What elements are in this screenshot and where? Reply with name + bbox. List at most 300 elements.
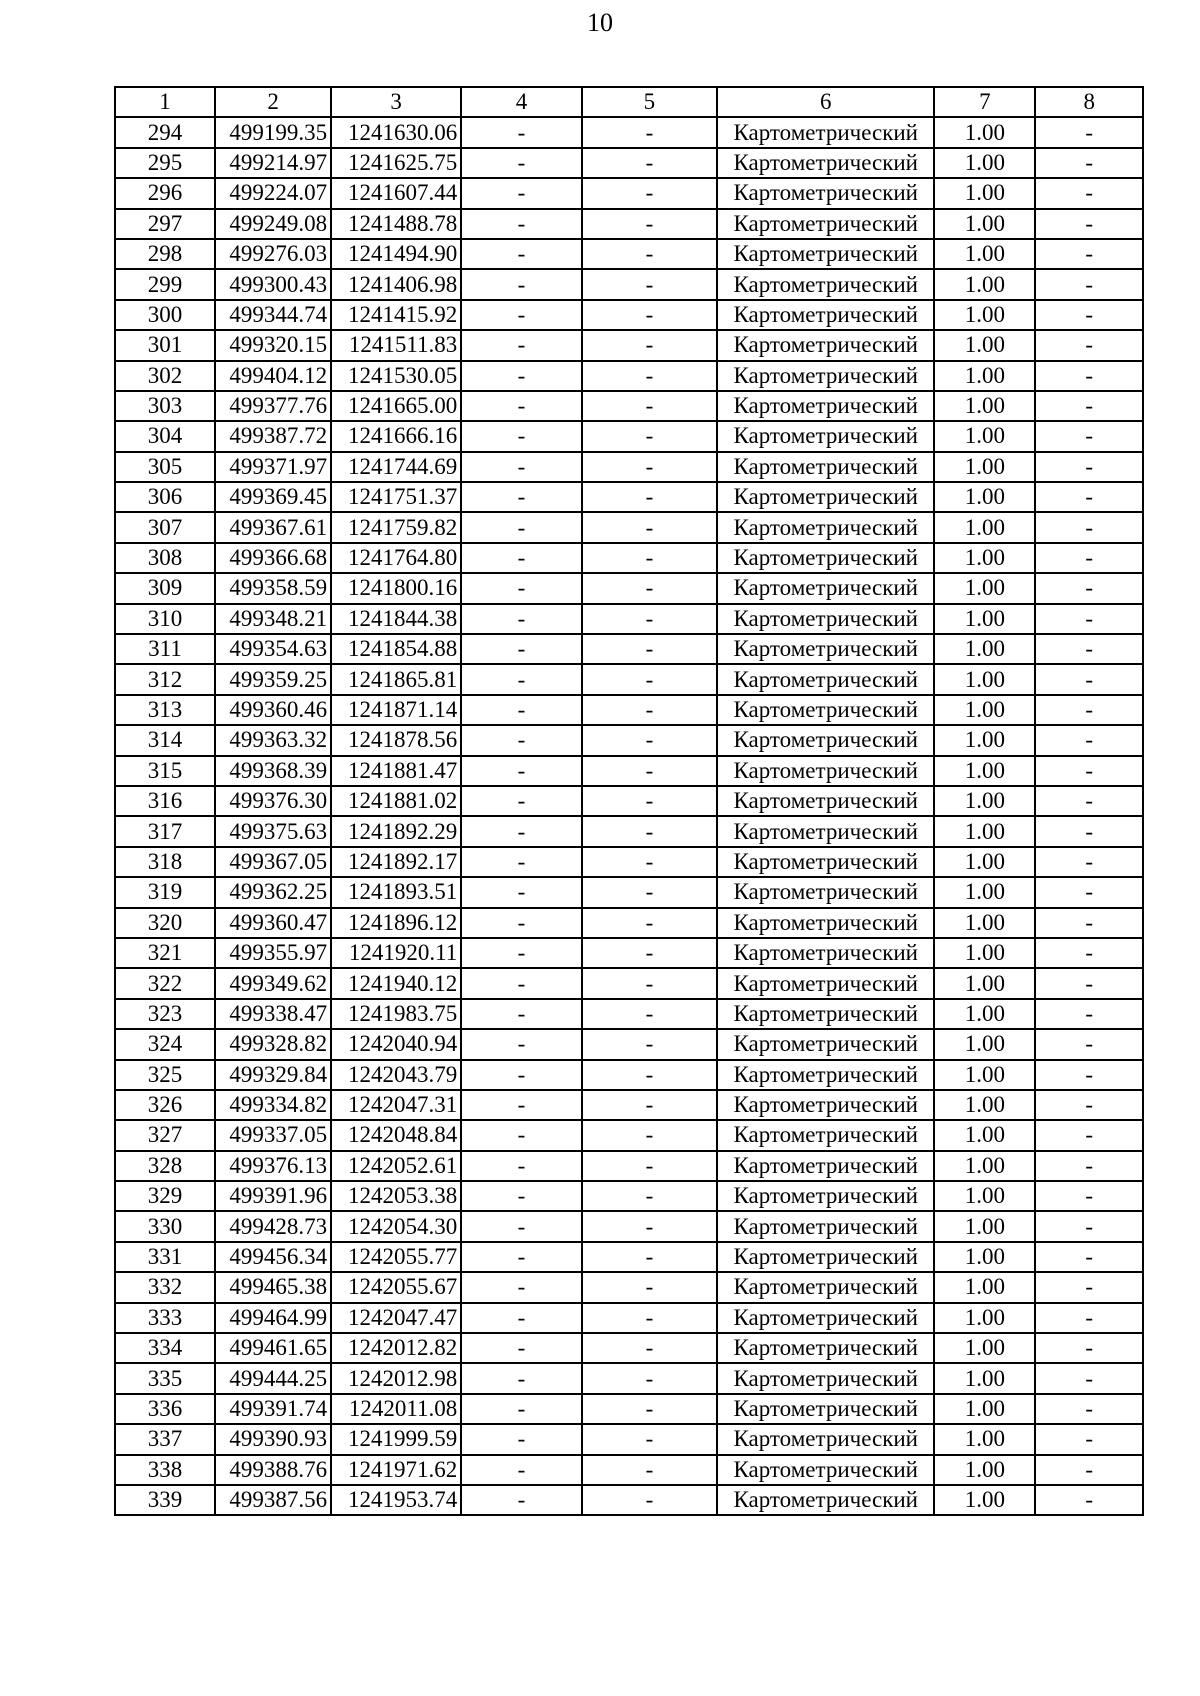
col5-cell: -: [582, 1272, 717, 1302]
point-number-cell: 336: [115, 1394, 215, 1424]
col5-cell: -: [582, 361, 717, 391]
col4-cell: -: [461, 968, 581, 998]
y-coordinate-cell: 1241625.75: [331, 148, 461, 178]
table-row: [115, 1455, 1143, 1485]
col4-cell: -: [461, 1029, 581, 1059]
y-coordinate-cell: 1241744.69: [331, 452, 461, 482]
col5-cell: -: [582, 908, 717, 938]
accuracy-cell: 1.00: [934, 664, 1035, 694]
col4-cell: -: [461, 1151, 581, 1181]
point-number-cell: 309: [115, 573, 215, 603]
accuracy-cell: 1.00: [934, 908, 1035, 938]
col4-cell: -: [461, 543, 581, 573]
point-number-cell: 334: [115, 1333, 215, 1363]
method-cell: Картометрический: [717, 634, 934, 664]
table-row: [115, 1363, 1143, 1393]
accuracy-cell: 1.00: [934, 1211, 1035, 1241]
col4-cell: -: [461, 1424, 581, 1454]
col5-cell: -: [582, 968, 717, 998]
point-number-cell: 323: [115, 999, 215, 1029]
y-coordinate-cell: 1241759.82: [331, 512, 461, 542]
table-row: [115, 908, 1143, 938]
point-number-cell: 296: [115, 178, 215, 208]
method-cell: Картометрический: [717, 695, 934, 725]
point-number-cell: 337: [115, 1424, 215, 1454]
y-coordinate-cell: 1241940.12: [331, 968, 461, 998]
col5-cell: -: [582, 543, 717, 573]
method-cell: Картометрический: [717, 1242, 934, 1272]
x-coordinate-cell: 499337.05: [215, 1120, 331, 1150]
col5-cell: -: [582, 1029, 717, 1059]
method-cell: Картометрический: [717, 361, 934, 391]
accuracy-cell: 1.00: [934, 1242, 1035, 1272]
column-header-3: 3: [331, 87, 461, 117]
col8-cell: -: [1035, 968, 1143, 998]
col8-cell: -: [1035, 999, 1143, 1029]
accuracy-cell: 1.00: [934, 1029, 1035, 1059]
x-coordinate-cell: 499390.93: [215, 1424, 331, 1454]
y-coordinate-cell: 1241896.12: [331, 908, 461, 938]
x-coordinate-cell: 499224.07: [215, 178, 331, 208]
point-number-cell: 315: [115, 756, 215, 786]
col4-cell: -: [461, 239, 581, 269]
col4-cell: -: [461, 1363, 581, 1393]
table-row: [115, 1424, 1143, 1454]
y-coordinate-cell: 1242055.77: [331, 1242, 461, 1272]
col5-cell: -: [582, 269, 717, 299]
accuracy-cell: 1.00: [934, 725, 1035, 755]
column-header-2: 2: [215, 87, 331, 117]
point-number-cell: 313: [115, 695, 215, 725]
table-row: [115, 968, 1143, 998]
col8-cell: -: [1035, 1394, 1143, 1424]
col5-cell: -: [582, 877, 717, 907]
y-coordinate-cell: 1242047.31: [331, 1090, 461, 1120]
column-header-8: 8: [1035, 87, 1143, 117]
table-row: [115, 330, 1143, 360]
method-cell: Картометрический: [717, 239, 934, 269]
y-coordinate-cell: 1241494.90: [331, 239, 461, 269]
col4-cell: -: [461, 1455, 581, 1485]
col8-cell: -: [1035, 421, 1143, 451]
point-number-cell: 332: [115, 1272, 215, 1302]
method-cell: Картометрический: [717, 847, 934, 877]
col4-cell: -: [461, 512, 581, 542]
table-header: [115, 87, 1143, 117]
method-cell: Картометрический: [717, 1120, 934, 1150]
col5-cell: -: [582, 847, 717, 877]
col5-cell: -: [582, 1090, 717, 1120]
table-row: [115, 361, 1143, 391]
accuracy-cell: 1.00: [934, 1303, 1035, 1333]
method-cell: Картометрический: [717, 908, 934, 938]
col8-cell: -: [1035, 361, 1143, 391]
table-row: [115, 1181, 1143, 1211]
accuracy-cell: 1.00: [934, 1272, 1035, 1302]
y-coordinate-cell: 1241764.80: [331, 543, 461, 573]
table-row: [115, 756, 1143, 786]
y-coordinate-cell: 1241488.78: [331, 209, 461, 239]
y-coordinate-cell: 1241971.62: [331, 1455, 461, 1485]
table-row: [115, 1029, 1143, 1059]
table-body: [115, 117, 1143, 1515]
y-coordinate-cell: 1241800.16: [331, 573, 461, 603]
col4-cell: -: [461, 421, 581, 451]
point-number-cell: 331: [115, 1242, 215, 1272]
accuracy-cell: 1.00: [934, 847, 1035, 877]
accuracy-cell: 1.00: [934, 391, 1035, 421]
method-cell: Картометрический: [717, 1485, 934, 1515]
col5-cell: -: [582, 300, 717, 330]
method-cell: Картометрический: [717, 1151, 934, 1181]
x-coordinate-cell: 499349.62: [215, 968, 331, 998]
col5-cell: -: [582, 117, 717, 147]
y-coordinate-cell: 1241999.59: [331, 1424, 461, 1454]
x-coordinate-cell: 499359.25: [215, 664, 331, 694]
method-cell: Картометрический: [717, 300, 934, 330]
coordinates-table: [114, 86, 1144, 1516]
table-row: [115, 178, 1143, 208]
col4-cell: -: [461, 391, 581, 421]
accuracy-cell: 1.00: [934, 999, 1035, 1029]
col4-cell: -: [461, 756, 581, 786]
method-cell: Картометрический: [717, 604, 934, 634]
accuracy-cell: 1.00: [934, 482, 1035, 512]
col4-cell: -: [461, 452, 581, 482]
point-number-cell: 324: [115, 1029, 215, 1059]
table-row: [115, 938, 1143, 968]
col5-cell: -: [582, 1060, 717, 1090]
col8-cell: -: [1035, 847, 1143, 877]
y-coordinate-cell: 1241666.16: [331, 421, 461, 451]
y-coordinate-cell: 1242043.79: [331, 1060, 461, 1090]
col8-cell: -: [1035, 300, 1143, 330]
point-number-cell: 300: [115, 300, 215, 330]
method-cell: Картометрический: [717, 756, 934, 786]
y-coordinate-cell: 1242011.08: [331, 1394, 461, 1424]
x-coordinate-cell: 499329.84: [215, 1060, 331, 1090]
accuracy-cell: 1.00: [934, 1333, 1035, 1363]
x-coordinate-cell: 499369.45: [215, 482, 331, 512]
table-row: [115, 1485, 1143, 1515]
accuracy-cell: 1.00: [934, 1120, 1035, 1150]
col5-cell: -: [582, 1242, 717, 1272]
y-coordinate-cell: 1241865.81: [331, 664, 461, 694]
accuracy-cell: 1.00: [934, 1485, 1035, 1515]
col4-cell: -: [461, 178, 581, 208]
col4-cell: -: [461, 1485, 581, 1515]
y-coordinate-cell: 1242054.30: [331, 1211, 461, 1241]
point-number-cell: 321: [115, 938, 215, 968]
accuracy-cell: 1.00: [934, 573, 1035, 603]
col4-cell: -: [461, 330, 581, 360]
table-row: [115, 482, 1143, 512]
accuracy-cell: 1.00: [934, 1424, 1035, 1454]
accuracy-cell: 1.00: [934, 421, 1035, 451]
x-coordinate-cell: 499199.35: [215, 117, 331, 147]
method-cell: Картометрический: [717, 148, 934, 178]
y-coordinate-cell: 1241892.29: [331, 816, 461, 846]
method-cell: Картометрический: [717, 968, 934, 998]
table-row: [115, 1151, 1143, 1181]
col4-cell: -: [461, 695, 581, 725]
x-coordinate-cell: 499387.72: [215, 421, 331, 451]
y-coordinate-cell: 1242053.38: [331, 1181, 461, 1211]
col5-cell: -: [582, 1181, 717, 1211]
table-row: [115, 695, 1143, 725]
col4-cell: -: [461, 816, 581, 846]
col8-cell: -: [1035, 1424, 1143, 1454]
x-coordinate-cell: 499363.32: [215, 725, 331, 755]
point-number-cell: 301: [115, 330, 215, 360]
accuracy-cell: 1.00: [934, 968, 1035, 998]
table-row: [115, 847, 1143, 877]
col4-cell: -: [461, 482, 581, 512]
table-row: [115, 634, 1143, 664]
x-coordinate-cell: 499391.74: [215, 1394, 331, 1424]
method-cell: Картометрический: [717, 725, 934, 755]
point-number-cell: 317: [115, 816, 215, 846]
method-cell: Картометрический: [717, 452, 934, 482]
point-number-cell: 310: [115, 604, 215, 634]
table-row: [115, 573, 1143, 603]
table-row: [115, 452, 1143, 482]
col8-cell: -: [1035, 695, 1143, 725]
point-number-cell: 339: [115, 1485, 215, 1515]
x-coordinate-cell: 499377.76: [215, 391, 331, 421]
col5-cell: -: [582, 1363, 717, 1393]
col5-cell: -: [582, 209, 717, 239]
point-number-cell: 295: [115, 148, 215, 178]
col4-cell: -: [461, 634, 581, 664]
point-number-cell: 303: [115, 391, 215, 421]
table-row: [115, 300, 1143, 330]
point-number-cell: 302: [115, 361, 215, 391]
x-coordinate-cell: 499464.99: [215, 1303, 331, 1333]
col5-cell: -: [582, 1394, 717, 1424]
method-cell: Картометрический: [717, 269, 934, 299]
col5-cell: -: [582, 421, 717, 451]
x-coordinate-cell: 499320.15: [215, 330, 331, 360]
table-row: [115, 391, 1143, 421]
x-coordinate-cell: 499366.68: [215, 543, 331, 573]
accuracy-cell: 1.00: [934, 1181, 1035, 1211]
point-number-cell: 322: [115, 968, 215, 998]
x-coordinate-cell: 499367.05: [215, 847, 331, 877]
col8-cell: -: [1035, 1090, 1143, 1120]
table-row: [115, 1333, 1143, 1363]
table-row: [115, 664, 1143, 694]
table-row: [115, 816, 1143, 846]
col5-cell: -: [582, 786, 717, 816]
table-row: [115, 1060, 1143, 1090]
col4-cell: -: [461, 877, 581, 907]
point-number-cell: 308: [115, 543, 215, 573]
x-coordinate-cell: 499360.47: [215, 908, 331, 938]
col5-cell: -: [582, 1303, 717, 1333]
point-number-cell: 305: [115, 452, 215, 482]
col4-cell: -: [461, 1120, 581, 1150]
x-coordinate-cell: 499354.63: [215, 634, 331, 664]
x-coordinate-cell: 499338.47: [215, 999, 331, 1029]
point-number-cell: 325: [115, 1060, 215, 1090]
accuracy-cell: 1.00: [934, 756, 1035, 786]
point-number-cell: 320: [115, 908, 215, 938]
table-row: [115, 999, 1143, 1029]
col8-cell: -: [1035, 452, 1143, 482]
point-number-cell: 327: [115, 1120, 215, 1150]
col5-cell: -: [582, 1211, 717, 1241]
accuracy-cell: 1.00: [934, 512, 1035, 542]
method-cell: Картометрический: [717, 1090, 934, 1120]
y-coordinate-cell: 1241406.98: [331, 269, 461, 299]
x-coordinate-cell: 499276.03: [215, 239, 331, 269]
col4-cell: -: [461, 725, 581, 755]
y-coordinate-cell: 1241953.74: [331, 1485, 461, 1515]
method-cell: Картометрический: [717, 664, 934, 694]
col5-cell: -: [582, 1485, 717, 1515]
x-coordinate-cell: 499344.74: [215, 300, 331, 330]
x-coordinate-cell: 499358.59: [215, 573, 331, 603]
col8-cell: -: [1035, 178, 1143, 208]
method-cell: Картометрический: [717, 1455, 934, 1485]
table-row: [115, 1211, 1143, 1241]
method-cell: Картометрический: [717, 938, 934, 968]
x-coordinate-cell: 499465.38: [215, 1272, 331, 1302]
accuracy-cell: 1.00: [934, 786, 1035, 816]
col4-cell: -: [461, 604, 581, 634]
col8-cell: -: [1035, 604, 1143, 634]
col5-cell: -: [582, 634, 717, 664]
accuracy-cell: 1.00: [934, 178, 1035, 208]
col5-cell: -: [582, 452, 717, 482]
y-coordinate-cell: 1242047.47: [331, 1303, 461, 1333]
method-cell: Картометрический: [717, 1181, 934, 1211]
accuracy-cell: 1.00: [934, 209, 1035, 239]
table-row: [115, 725, 1143, 755]
col5-cell: -: [582, 664, 717, 694]
accuracy-cell: 1.00: [934, 1060, 1035, 1090]
column-header-1: 1: [115, 87, 215, 117]
point-number-cell: 316: [115, 786, 215, 816]
method-cell: Картометрический: [717, 999, 934, 1029]
col5-cell: -: [582, 1455, 717, 1485]
method-cell: Картометрический: [717, 1303, 934, 1333]
table-row: [115, 148, 1143, 178]
col5-cell: -: [582, 1151, 717, 1181]
table-row: [115, 1303, 1143, 1333]
y-coordinate-cell: 1241511.83: [331, 330, 461, 360]
col8-cell: -: [1035, 391, 1143, 421]
y-coordinate-cell: 1241607.44: [331, 178, 461, 208]
method-cell: Картометрический: [717, 482, 934, 512]
point-number-cell: 304: [115, 421, 215, 451]
x-coordinate-cell: 499360.46: [215, 695, 331, 725]
point-number-cell: 298: [115, 239, 215, 269]
x-coordinate-cell: 499328.82: [215, 1029, 331, 1059]
x-coordinate-cell: 499348.21: [215, 604, 331, 634]
col8-cell: -: [1035, 117, 1143, 147]
table-row: [115, 543, 1143, 573]
point-number-cell: 299: [115, 269, 215, 299]
point-number-cell: 318: [115, 847, 215, 877]
table-row: [115, 1272, 1143, 1302]
column-header-4: 4: [461, 87, 581, 117]
accuracy-cell: 1.00: [934, 300, 1035, 330]
col4-cell: -: [461, 664, 581, 694]
y-coordinate-cell: 1241844.38: [331, 604, 461, 634]
method-cell: Картометрический: [717, 1060, 934, 1090]
col4-cell: -: [461, 1090, 581, 1120]
col8-cell: -: [1035, 269, 1143, 299]
table-row: [115, 1242, 1143, 1272]
point-number-cell: 319: [115, 877, 215, 907]
x-coordinate-cell: 499367.61: [215, 512, 331, 542]
accuracy-cell: 1.00: [934, 1394, 1035, 1424]
x-coordinate-cell: 499334.82: [215, 1090, 331, 1120]
table-row: [115, 1120, 1143, 1150]
col4-cell: -: [461, 1060, 581, 1090]
col8-cell: -: [1035, 1211, 1143, 1241]
method-cell: Картометрический: [717, 209, 934, 239]
col4-cell: -: [461, 209, 581, 239]
point-number-cell: 329: [115, 1181, 215, 1211]
col4-cell: -: [461, 1394, 581, 1424]
col5-cell: -: [582, 148, 717, 178]
table-row: [115, 1394, 1143, 1424]
y-coordinate-cell: 1241878.56: [331, 725, 461, 755]
col5-cell: -: [582, 1424, 717, 1454]
y-coordinate-cell: 1241892.17: [331, 847, 461, 877]
col5-cell: -: [582, 999, 717, 1029]
y-coordinate-cell: 1242012.82: [331, 1333, 461, 1363]
accuracy-cell: 1.00: [934, 1151, 1035, 1181]
method-cell: Картометрический: [717, 877, 934, 907]
col8-cell: -: [1035, 1333, 1143, 1363]
table-row: [115, 512, 1143, 542]
method-cell: Картометрический: [717, 178, 934, 208]
y-coordinate-cell: 1242040.94: [331, 1029, 461, 1059]
col8-cell: -: [1035, 482, 1143, 512]
col4-cell: -: [461, 117, 581, 147]
y-coordinate-cell: 1241630.06: [331, 117, 461, 147]
x-coordinate-cell: 499371.97: [215, 452, 331, 482]
accuracy-cell: 1.00: [934, 452, 1035, 482]
x-coordinate-cell: 499444.25: [215, 1363, 331, 1393]
y-coordinate-cell: 1241415.92: [331, 300, 461, 330]
point-number-cell: 294: [115, 117, 215, 147]
table-row: [115, 604, 1143, 634]
col8-cell: -: [1035, 877, 1143, 907]
point-number-cell: 307: [115, 512, 215, 542]
y-coordinate-cell: 1241530.05: [331, 361, 461, 391]
accuracy-cell: 1.00: [934, 1455, 1035, 1485]
point-number-cell: 328: [115, 1151, 215, 1181]
table-row: [115, 239, 1143, 269]
column-header-6: 6: [717, 87, 934, 117]
y-coordinate-cell: 1242012.98: [331, 1363, 461, 1393]
col8-cell: -: [1035, 1181, 1143, 1211]
col8-cell: -: [1035, 1363, 1143, 1393]
table-row: [115, 209, 1143, 239]
col5-cell: -: [582, 573, 717, 603]
accuracy-cell: 1.00: [934, 148, 1035, 178]
y-coordinate-cell: 1242048.84: [331, 1120, 461, 1150]
method-cell: Картометрический: [717, 543, 934, 573]
x-coordinate-cell: 499387.56: [215, 1485, 331, 1515]
x-coordinate-cell: 499362.25: [215, 877, 331, 907]
col8-cell: -: [1035, 1485, 1143, 1515]
